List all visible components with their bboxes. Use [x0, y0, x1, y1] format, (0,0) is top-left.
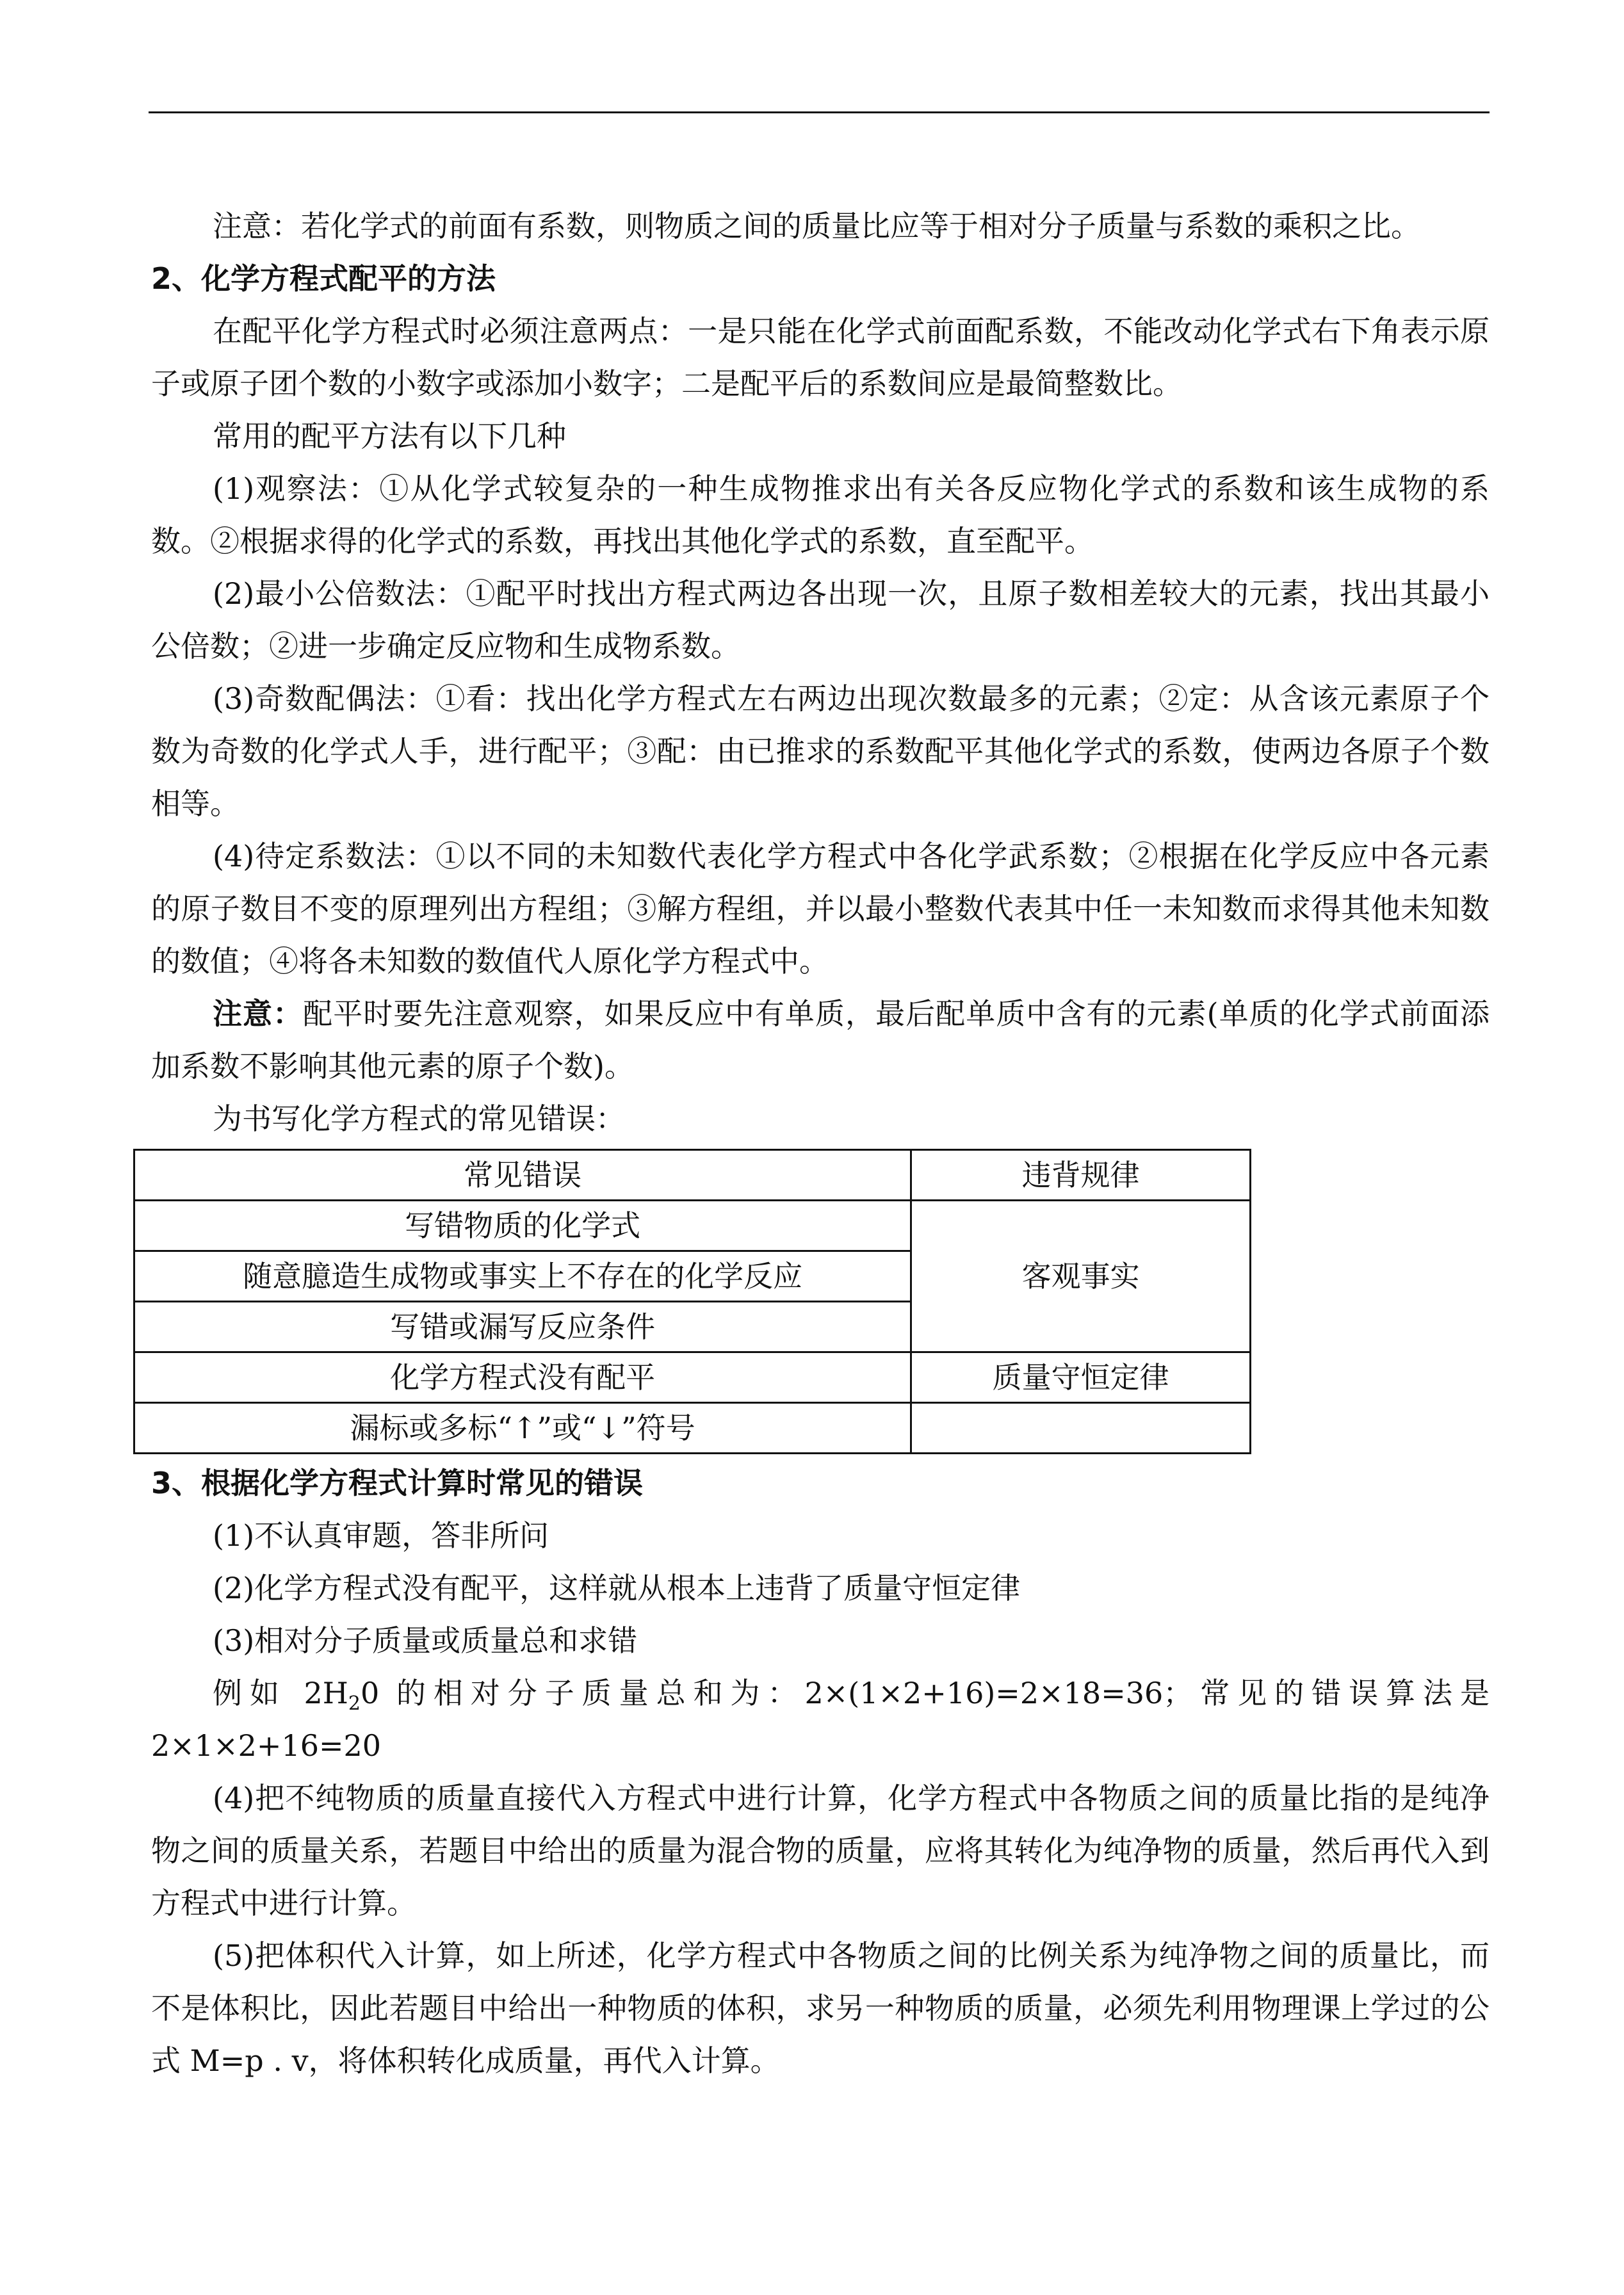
table-cell: 漏标或多标“↑”或“↓”符号: [134, 1403, 911, 1454]
table-cell: 写错物质的化学式: [134, 1201, 911, 1251]
note-text: 配平时要先注意观察，如果反应中有单质，最后配单质中含有的元素(单质的化学式前面添加系数不影响其他元素的原子个数)。: [151, 996, 1490, 1083]
table-header-cell: 常见错误: [134, 1150, 911, 1201]
table-row: [134, 1352, 1251, 1403]
document-body: [151, 200, 1490, 2087]
method-lcm: (2)最小公倍数法：①配平时找出方程式两边各出现一次，且原子数相差较大的元素，找出其最小公倍数；②进一步确定反应物和生成物系数。: [151, 576, 1490, 663]
table-cell: 随意臆造生成物或事实上不存在的化学反应: [134, 1251, 911, 1302]
table-row: [134, 1201, 1251, 1251]
error-item-1: (1)不认真审题，答非所问: [213, 1518, 549, 1553]
method-undetermined-coefficients: (4)待定系数法：①以不同的未知数代表化学方程式中各化学武系数；②根据在化学反应中各元素的原子数目不变的原理列出方程组；③解方程组，并以最小整数代表其中任一未知数而求得其他未知数的数值；④将各未知数的数值代人原化学方程式中。: [151, 839, 1490, 978]
error-item-4: (4)把不纯物质的质量直接代入方程式中进行计算，化学方程式中各物质之间的质量比指的是纯净物之间的质量关系，若题目中给出的质量为混合物的质量，应将其转化为纯净物的质量，然后再代入到方程式中进行计算。: [151, 1781, 1490, 1920]
paragraph-methods-intro: 常用的配平方法有以下几种: [213, 419, 566, 453]
example-calculation: [151, 1667, 1490, 1772]
error-item-2: (2)化学方程式没有配平，这样就从根本上违背了质量守恒定律: [213, 1571, 1021, 1605]
example-prefix: 例如 2H: [213, 1676, 348, 1710]
method-observation: (1)观察法：①从化学式较复杂的一种生成物推求出有关各反应物化学式的系数和该生成物的系数。②根据求得的化学式的系数，再找出其他化学式的系数，直至配平。: [151, 471, 1490, 558]
table-header-cell: 违背规律: [911, 1150, 1251, 1201]
section-heading-balancing: 2、化学方程式配平的方法: [151, 261, 496, 296]
common-errors-table: [133, 1149, 1251, 1454]
note-mass-ratio: 注意：若化学式的前面有系数，则物质之间的质量比应等于相对分子质量与系数的乘积之比。: [213, 209, 1420, 243]
table-cell: 化学方程式没有配平: [134, 1352, 911, 1403]
table-header-row: [134, 1150, 1251, 1201]
table-cell: 客观事实: [911, 1201, 1251, 1352]
example-subscript: 2: [348, 1692, 361, 1715]
note-label: 注意：: [213, 996, 304, 1031]
paragraph-balancing-rules: 在配平化学方程式时必须注意两点：一是只能在化学式前面配系数，不能改动化学式右下角表示原子或原子团个数的小数字或添加小数字；二是配平后的系数间应是最简整数比。: [151, 314, 1490, 401]
section-heading-calc-errors: 3、根据化学方程式计算时常见的错误: [151, 1466, 644, 1500]
table-row: [134, 1403, 1251, 1454]
table-cell: 质量守恒定律: [911, 1352, 1251, 1403]
table-cell: [911, 1403, 1251, 1454]
note-balancing: [151, 987, 1490, 1092]
table-cell: 写错或漏写反应条件: [134, 1302, 911, 1352]
error-item-3: (3)相对分子质量或质量总和求错: [213, 1623, 638, 1658]
header-rule: [149, 111, 1490, 113]
table-intro: 为书写化学方程式的常见错误：: [213, 1101, 625, 1136]
method-odd-even: (3)奇数配偶法：①看：找出化学方程式左右两边出现次数最多的元素；②定：从含该元素原子个数为奇数的化学式人手，进行配平；③配：由已推求的系数配平其他化学式的系数，使两边各原子个数相等。: [151, 681, 1490, 821]
error-item-5: (5)把体积代入计算，如上所述，化学方程式中各物质之间的比例关系为纯净物之间的质量比，而不是体积比，因此若题目中给出一种物质的体积，求另一种物质的质量，必须先利用物理课上学过的公式 M=p . v，将体积转化成质量，再代入计算。: [151, 1938, 1490, 2078]
example-rest: 0 的相对分子质量总和为：2×(1×2+16)=2×18=36；常见的错误算法是 2×1×2+16=20: [151, 1676, 1490, 1763]
